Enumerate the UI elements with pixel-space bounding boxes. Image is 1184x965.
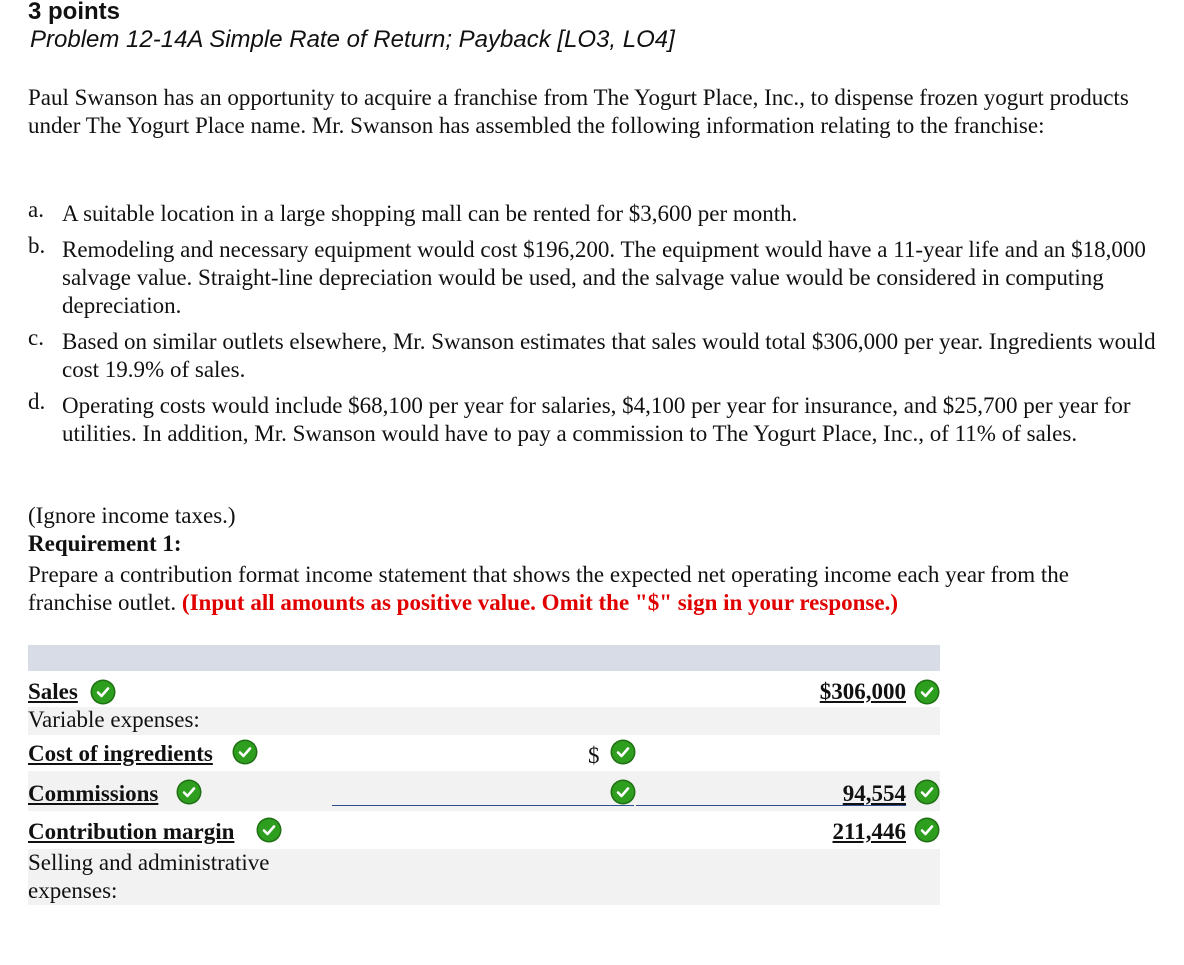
income-statement-table (28, 645, 940, 905)
sales-label[interactable]: Sales (28, 679, 78, 704)
check-icon (612, 741, 634, 763)
input-instruction: (Input all amounts as positive value. Omit the "$" sign in your response.) (181, 590, 898, 615)
list-item (28, 389, 1168, 448)
list-marker: b. (28, 233, 46, 258)
list-item-text: Operating costs would include $68,100 per year for salaries, $4,100 per year for insurance, and $25,700 per year for utilities. In addition, Mr. Swanson would have to pay a commission to The Yogurt Place, Inc., of 11% of sales. (62, 393, 1131, 446)
table-row (28, 771, 940, 811)
check-icon (916, 781, 938, 803)
commissions-label[interactable]: Commissions (28, 781, 159, 806)
intro-paragraph: Paul Swanson has an opportunity to acquire a franchise from The Yogurt Place, Inc., to dispense frozen yogurt products under The Yogurt Place name. Mr. Swanson has assembled the following information relating to the franchise: (28, 85, 1129, 138)
contribution-margin-label[interactable]: Contribution margin (28, 819, 235, 844)
check-icon (92, 681, 114, 703)
list-item-text: Remodeling and necessary equipment would cost $196,200. The equipment would have a 11-year life and an $18,000 salvage value. Straight-line depreciation would be used, and the salvage value would be considered in computing depreciation. (62, 237, 1146, 318)
table-row (28, 849, 940, 905)
table-row (28, 679, 940, 707)
dollar-sign: $ (588, 743, 600, 768)
list-item-text: A suitable location in a large shopping mall can be rented for $3,600 per month. (62, 201, 798, 226)
check-icon (178, 781, 200, 803)
sales-amount[interactable]: $306,000 (819, 679, 906, 704)
list-item (28, 197, 1168, 228)
points-label: 3 points (28, 0, 121, 25)
list-marker: a. (28, 197, 44, 222)
ignore-taxes-note: (Ignore income taxes.) (28, 503, 236, 528)
list-item (28, 233, 1168, 320)
sga-label (28, 849, 269, 905)
information-list (28, 197, 1168, 456)
list-item (28, 325, 1168, 384)
list-marker: c. (28, 325, 44, 350)
cost-of-ingredients-label[interactable]: Cost of ingredients (28, 741, 213, 766)
list-marker: d. (28, 389, 46, 414)
sga-label-line2: expenses: (28, 878, 118, 903)
table-row (28, 815, 940, 849)
check-icon (612, 781, 634, 803)
check-icon (234, 741, 256, 763)
table-row (28, 737, 940, 771)
sga-label-line1: Selling and administrative (28, 850, 270, 875)
variable-expenses-label: Variable expenses: (28, 707, 200, 732)
requirement-instructions (28, 561, 1158, 617)
problem-title: Problem 12-14A Simple Rate of Return; Payback [LO3, LO4] (30, 26, 675, 53)
table-header-bar (28, 645, 940, 671)
contribution-margin-amount[interactable]: 211,446 (832, 819, 906, 844)
check-icon (258, 819, 280, 841)
total-variable-amount[interactable]: 94,554 (842, 781, 906, 806)
list-item-text: Based on similar outlets elsewhere, Mr. Swanson estimates that sales would total $306,000 per year. Ingredients would cost 19.9% of sales. (62, 329, 1156, 382)
check-icon (916, 681, 938, 703)
commissions-input-field[interactable] (332, 805, 634, 806)
requirement-text: Prepare a contribution format income statement that shows the expected net operating income each year from the franchise outlet. (28, 562, 1069, 615)
table-row (28, 707, 940, 735)
check-icon (916, 819, 938, 841)
requirement-heading: Requirement 1: (28, 531, 182, 556)
